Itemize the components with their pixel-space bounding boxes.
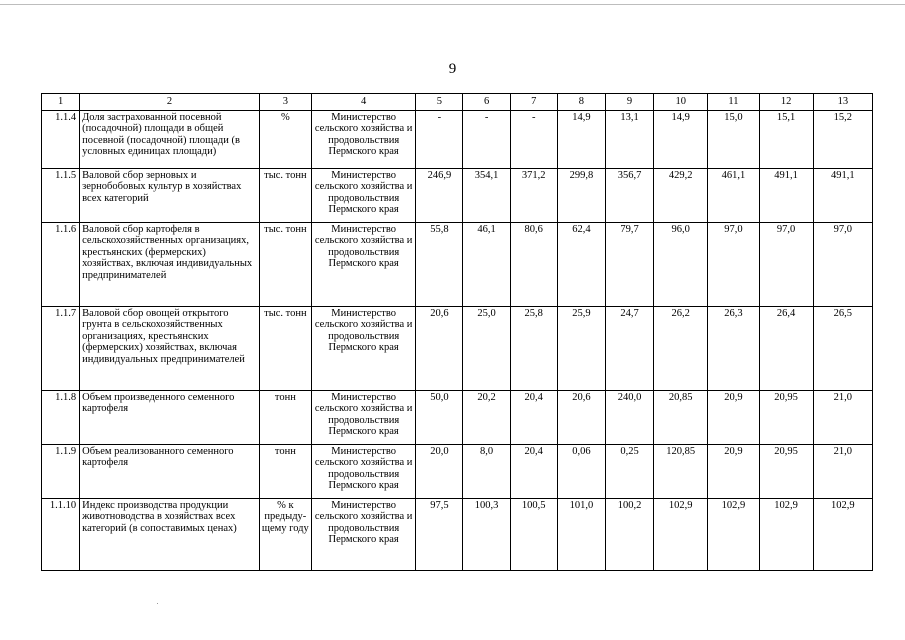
column-header: 12 [759,94,813,111]
responsible-executor: Министерство сельского хозяйства и продовольствия Пермского края [311,444,415,498]
value-cell: 102,9 [654,498,708,570]
value-cell: 429,2 [654,168,708,222]
value-cell: - [416,110,463,168]
column-header: 2 [80,94,260,111]
table-row [42,168,873,222]
indicator-name: Объем реализованного семенного картофеля [80,444,260,498]
value-cell: 46,1 [463,222,510,306]
unit-cell: тыс. тонн [259,168,311,222]
row-number: 1.1.9 [42,444,80,498]
column-header: 10 [654,94,708,111]
table-row [42,306,873,390]
column-header: 5 [416,94,463,111]
value-cell: 491,1 [813,168,872,222]
unit-cell: тонн [259,444,311,498]
unit-cell: % к предыду-щему году [259,498,311,570]
value-cell: 100,3 [463,498,510,570]
responsible-executor: Министерство сельского хозяйства и продовольствия Пермского края [311,498,415,570]
value-cell: 8,0 [463,444,510,498]
unit-cell: тыс. тонн [259,306,311,390]
value-cell: 15,2 [813,110,872,168]
value-cell: 100,5 [510,498,557,570]
table-row [42,498,873,570]
table-header-row [42,94,873,111]
value-cell: 97,5 [416,498,463,570]
value-cell: 15,0 [708,110,759,168]
value-cell: 21,0 [813,390,872,444]
row-number: 1.1.8 [42,390,80,444]
value-cell: 20,6 [416,306,463,390]
value-cell: 20,6 [557,390,605,444]
value-cell: 26,5 [813,306,872,390]
value-cell: 354,1 [463,168,510,222]
value-cell: 97,0 [708,222,759,306]
value-cell: 15,1 [759,110,813,168]
value-cell: - [463,110,510,168]
value-cell: 50,0 [416,390,463,444]
value-cell: 55,8 [416,222,463,306]
table-row [42,390,873,444]
value-cell: 299,8 [557,168,605,222]
column-header: 7 [510,94,557,111]
value-cell: 461,1 [708,168,759,222]
indicator-name: Валовой сбор картофеля в сельскохозяйственных организациях, крестьянских (фермерских) хозяйствах, включая индивидуальных предпринимателей [80,222,260,306]
column-header: 4 [311,94,415,111]
value-cell: 14,9 [557,110,605,168]
value-cell: 20,95 [759,444,813,498]
row-number: 1.1.4 [42,110,80,168]
column-header: 6 [463,94,510,111]
scan-speck [157,603,158,604]
responsible-executor: Министерство сельского хозяйства и продовольствия Пермского края [311,390,415,444]
value-cell: 491,1 [759,168,813,222]
value-cell: 20,0 [416,444,463,498]
column-header: 13 [813,94,872,111]
indicator-name: Доля застрахованной посевной (посадочной) площади в общей посевной (посадочной) площади (в условных единицах площади) [80,110,260,168]
responsible-executor: Министерство сельского хозяйства и продовольствия Пермского края [311,168,415,222]
value-cell: 240,0 [605,390,653,444]
table-row [42,110,873,168]
value-cell: 97,0 [813,222,872,306]
value-cell: 97,0 [759,222,813,306]
value-cell: 21,0 [813,444,872,498]
value-cell: 20,2 [463,390,510,444]
value-cell: 120,85 [654,444,708,498]
value-cell: 20,9 [708,444,759,498]
unit-cell: тыс. тонн [259,222,311,306]
column-header: 3 [259,94,311,111]
value-cell: 20,85 [654,390,708,444]
value-cell: 80,6 [510,222,557,306]
value-cell: 102,9 [813,498,872,570]
value-cell: 26,4 [759,306,813,390]
value-cell: 101,0 [557,498,605,570]
indicator-name: Валовой сбор зерновых и зернобобовых культур в хозяйствах всех категорий [80,168,260,222]
value-cell: 371,2 [510,168,557,222]
value-cell: 25,8 [510,306,557,390]
column-header: 9 [605,94,653,111]
value-cell: 20,9 [708,390,759,444]
value-cell: 62,4 [557,222,605,306]
row-number: 1.1.6 [42,222,80,306]
column-header: 1 [42,94,80,111]
indicator-name: Объем произведенного семенного картофеля [80,390,260,444]
value-cell: 26,3 [708,306,759,390]
table-row [42,222,873,306]
row-number: 1.1.10 [42,498,80,570]
value-cell: - [510,110,557,168]
value-cell: 79,7 [605,222,653,306]
column-header: 8 [557,94,605,111]
indicators-table [41,93,873,571]
value-cell: 356,7 [605,168,653,222]
value-cell: 0,06 [557,444,605,498]
value-cell: 246,9 [416,168,463,222]
indicator-name: Индекс производства продукции животноводства в хозяйствах всех категорий (в сопоставимых ценах) [80,498,260,570]
unit-cell: тонн [259,390,311,444]
value-cell: 102,9 [708,498,759,570]
value-cell: 102,9 [759,498,813,570]
value-cell: 24,7 [605,306,653,390]
unit-cell: % [259,110,311,168]
table-row [42,444,873,498]
responsible-executor: Министерство сельского хозяйства и продовольствия Пермского края [311,110,415,168]
value-cell: 13,1 [605,110,653,168]
row-number: 1.1.5 [42,168,80,222]
value-cell: 26,2 [654,306,708,390]
page-number: 9 [448,61,457,77]
column-header: 11 [708,94,759,111]
value-cell: 14,9 [654,110,708,168]
indicator-name: Валовой сбор овощей открытого грунта в сельскохозяйственных организациях, крестьянских (фермерских) хозяйствах, включая индивидуальных предпринимателей [80,306,260,390]
value-cell: 25,0 [463,306,510,390]
row-number: 1.1.7 [42,306,80,390]
top-border-line [0,4,905,5]
value-cell: 20,4 [510,390,557,444]
responsible-executor: Министерство сельского хозяйства и продовольствия Пермского края [311,306,415,390]
value-cell: 0,25 [605,444,653,498]
value-cell: 25,9 [557,306,605,390]
value-cell: 96,0 [654,222,708,306]
responsible-executor: Министерство сельского хозяйства и продовольствия Пермского края [311,222,415,306]
value-cell: 100,2 [605,498,653,570]
value-cell: 20,95 [759,390,813,444]
value-cell: 20,4 [510,444,557,498]
